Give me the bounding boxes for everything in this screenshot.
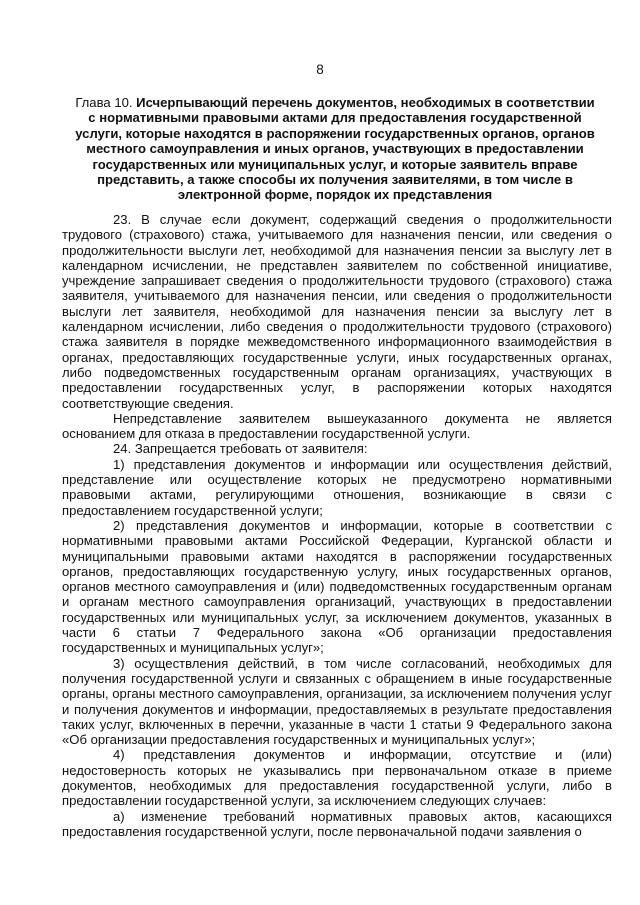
chapter-prefix: Глава 10. xyxy=(75,95,137,110)
list-item-3: 3) осуществления действий, в том числе согласований, необходимых для получения государственной услуги и связанных с обращением в иные государственные органы, органы местного самоуправления, организации, за исключением получения услуг и получения документов и информации, предоставляемых в результате предоставления таких услуг, включенных в перечни, указанные в части 1 статьи 9 Федерального закона «Об организации предоставления государственных и муниципальных услуг»; xyxy=(62,655,612,748)
list-item-4: 4) представления документов и информации, отсутствие и (или) недостоверность которых не указывались при первоначальном отказе в приеме документов, необходимых для предоставления государственной услуги, либо в предоставлении государственной услуги, за исключением следующих случаев: xyxy=(62,747,612,809)
chapter-heading xyxy=(72,95,598,203)
page-number: 8 xyxy=(316,62,324,77)
list-item-2: 2) представления документов и информации, которые в соответствии с нормативными правовыми актами Российской Федерации, Курганской области и муниципальными правовыми актами находятся в распоряжении государственных органов, предоставляющих государственную услугу, иных государственных органов, органов местного самоуправления и (или) подведомственных государственным органам и органам местного самоуправления организаций, участвующих в предоставлении государственных или муниципальных услуг, за исключением документов, указанных в части 6 статьи 7 Федерального закона «Об организации предоставления государственных и муниципальных услуг»; xyxy=(62,517,612,656)
list-item-4a: а) изменение требований нормативных правовых актов, касающихся предоставления государственной услуги, после первоначальной подачи заявления о xyxy=(62,808,612,839)
chapter-title: Исчерпывающий перечень документов, необходимых в соответствии с нормативными правовыми актами для предоставления государственной услуги, которые находятся в распоряжении государственных органов, органов местного самоуправления и иных органов, участвующих в предоставлении государственных или муниципальных услуг, и которые заявитель вправе представить, а также способы их получения заявителями, в том числе в электронной форме, порядок их представления xyxy=(75,95,595,203)
list-item-1: 1) представления документов и информации или осуществления действий, представление или осуществление которых не предусмотрено нормативными правовыми актами, регулирующими отношения, возникающие в связи с предоставлением государственной услуги; xyxy=(62,456,612,518)
paragraph-24: 24. Запрещается требовать от заявителя: xyxy=(113,441,368,457)
paragraph-non-submission: Непредставление заявителем вышеуказанного документа не является основанием для отказа в предоставлении государственной услуги. xyxy=(62,410,612,442)
paragraph-23: 23. В случае если документ, содержащий сведения о продолжительности трудового (страхового) стажа, учитываемого для назначения пенсии, или сведения о продолжительности выслуги лет, необходимой для назначения пенсии за выслугу лет в календарном исчислении, не представлен заявителем по собственной инициативе, учреждение запрашивает сведения о продолжительности трудового (страхового) стажа заявителя, учитываемого для назначения пенсии, или сведения о продолжительности выслуги лет заявителя, необходимой для назначения пенсии за выслугу лет в календарном исчислении, либо сведения о продолжительности трудового (страхового) стажа заявителя в порядке межведомственного информационного взаимодействия в органах, предоставляющих государственные услуги, иных государственных органах, либо подведомственных государственным органам организациях, участвующих в предоставлении государственных услуг, в распоряжении которых находятся соответствующие сведения. xyxy=(62,212,612,411)
document-body xyxy=(62,212,612,839)
